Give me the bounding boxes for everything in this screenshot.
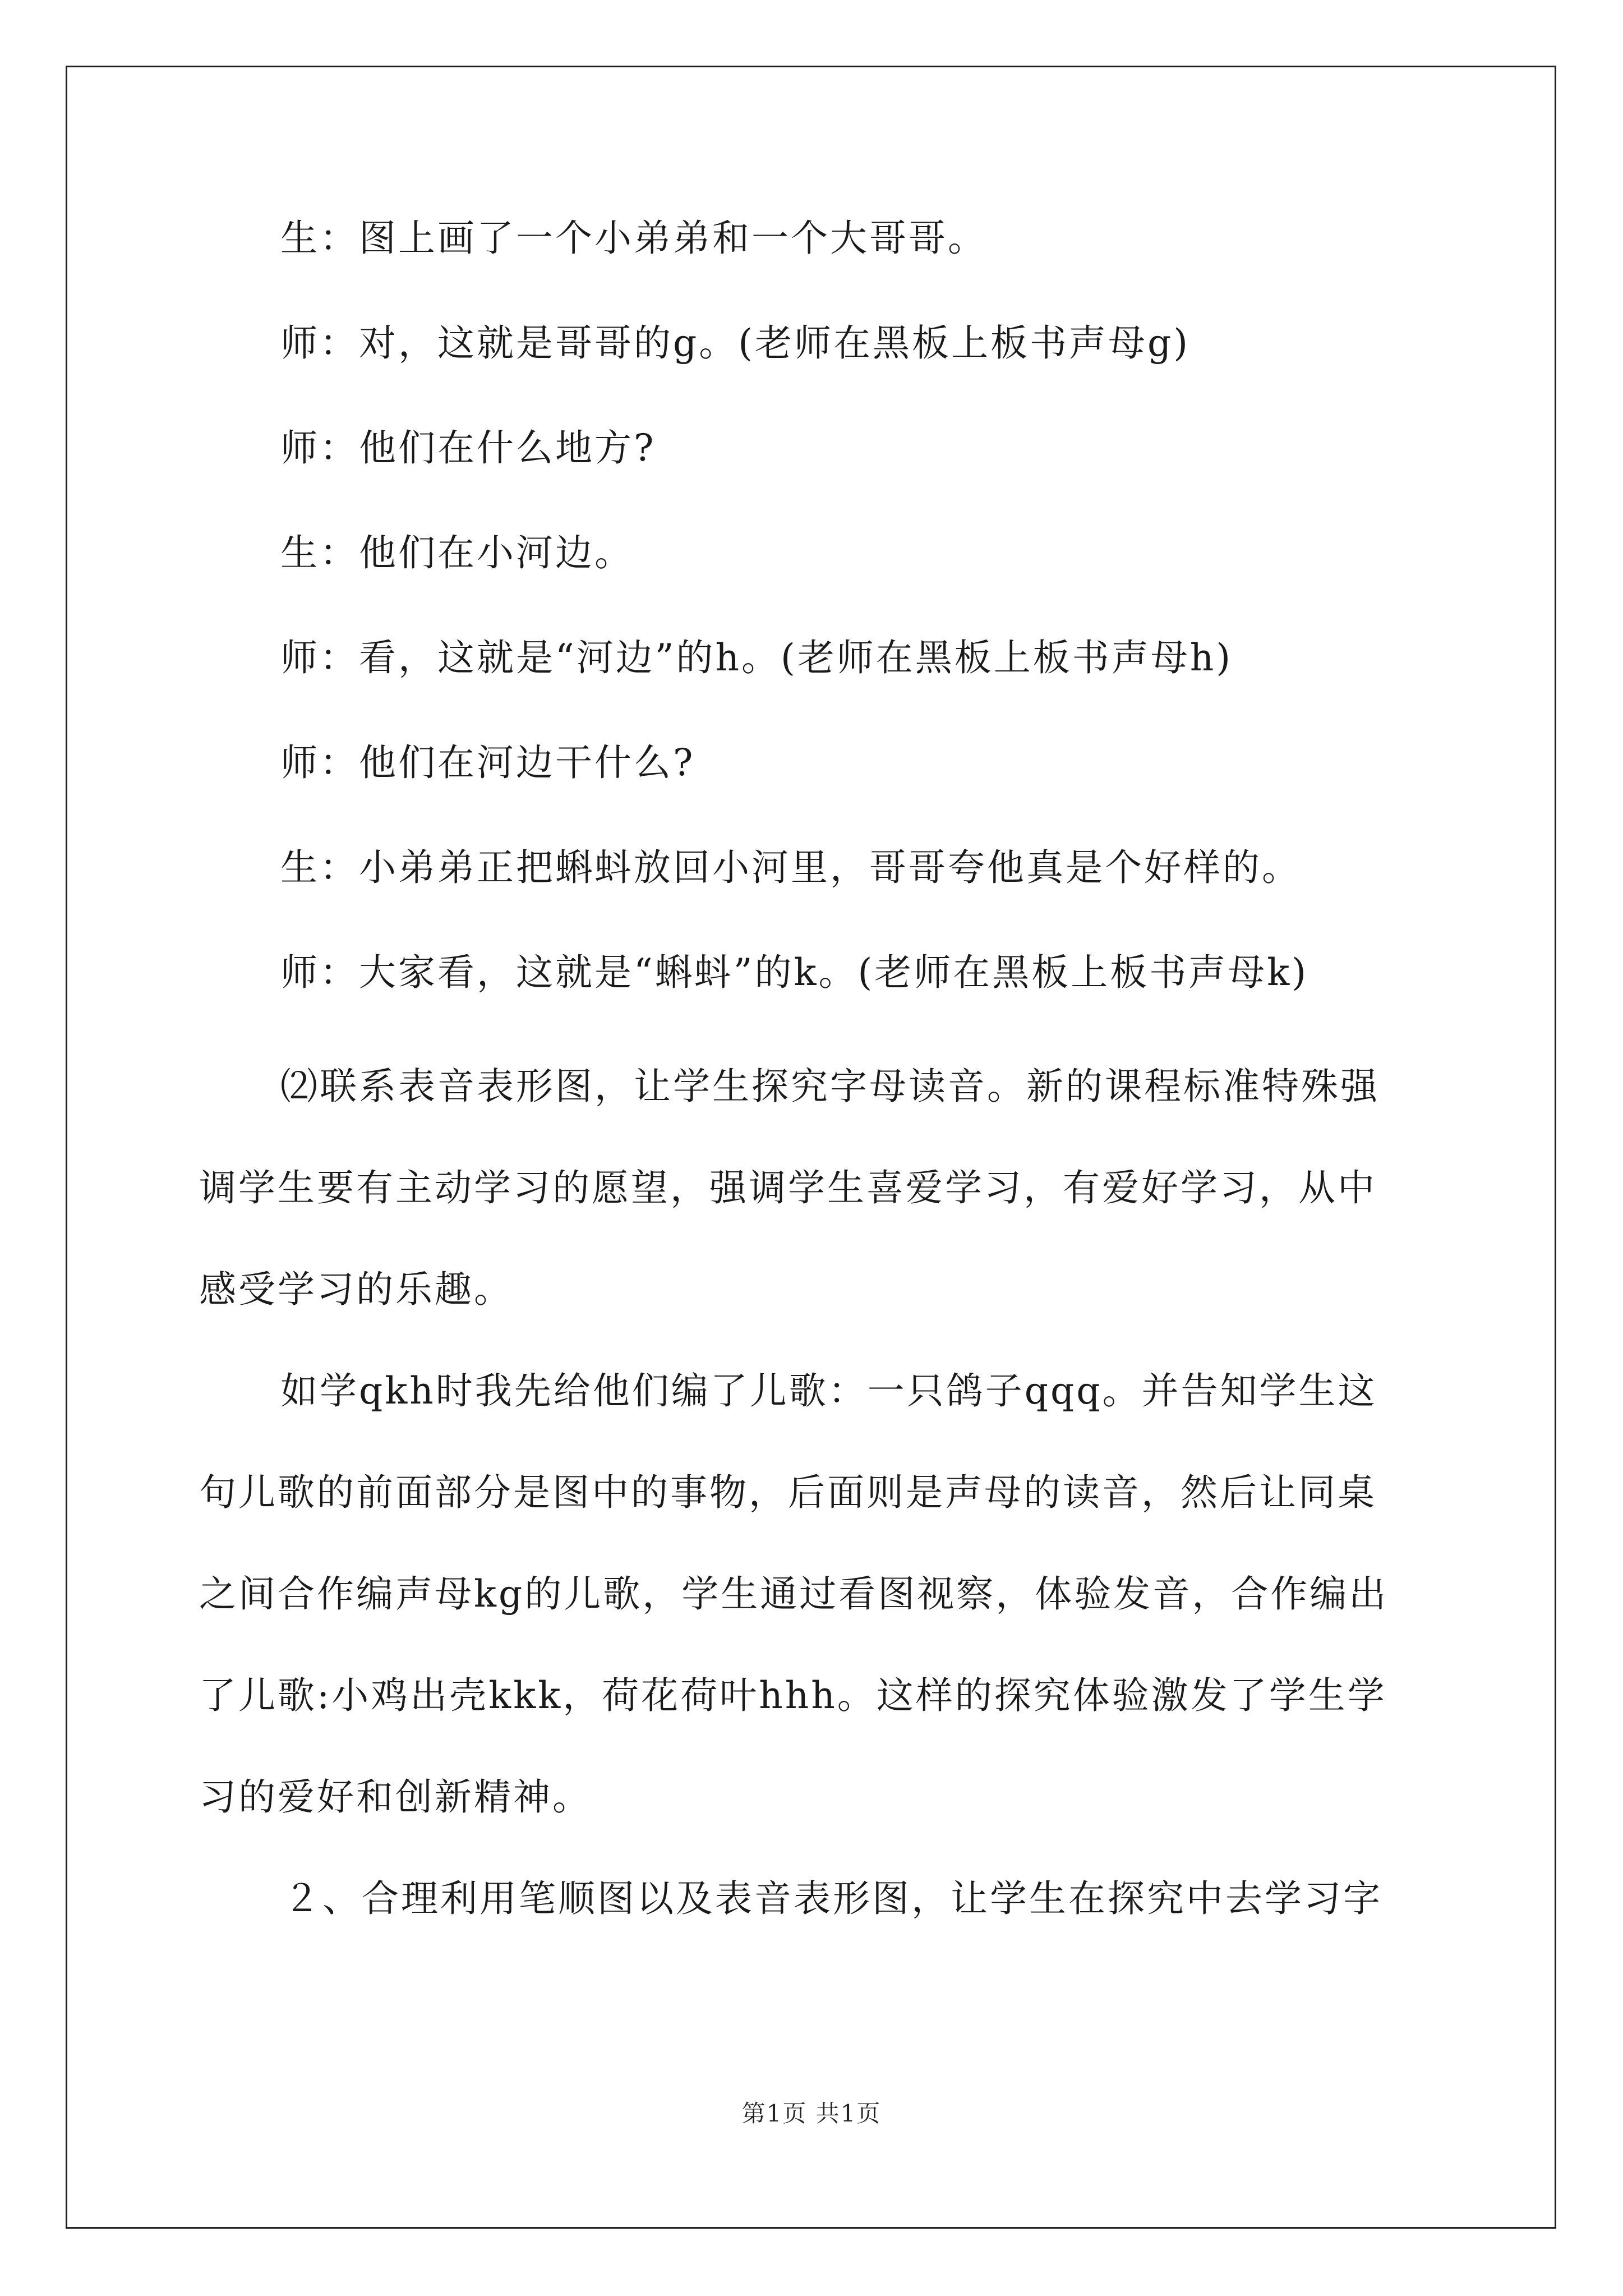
page-footer: 第1页 共1页 xyxy=(741,2100,882,2127)
paragraph-line: 了儿歌:小鸡出壳kkk，荷花荷叶hhh。这样的探究体验激发了学生学 xyxy=(199,1674,1387,1717)
paragraph-line: 如学qkh时我先给他们编了儿歌：一只鸽子qqq。并告知学生这 xyxy=(280,1369,1377,1412)
paragraph-line: 句儿歌的前面部分是图中的事物，后面则是声母的读音，然后让同桌 xyxy=(199,1471,1377,1514)
dialogue-line: 师：他们在河边干什么? xyxy=(280,741,695,784)
paragraph-line: ⑵联系表音表形图，让学生探究字母读音。新的课程标准特殊强 xyxy=(280,1065,1380,1108)
dialogue-line: 生：小弟弟正把蝌蚪放回小河里，哥哥夸他真是个好样的。 xyxy=(280,846,1301,889)
dialogue-line: 生：他们在小河边。 xyxy=(280,531,634,574)
dialogue-line: 师：大家看，这就是“蝌蚪”的k。(老师在黑板上板书声母k) xyxy=(280,951,1308,994)
dialogue-line: 师：他们在什么地方? xyxy=(280,426,656,470)
paragraph-line: 调学生要有主动学习的愿望，强调学生喜爱学习，有爱好学习，从中 xyxy=(199,1166,1377,1209)
dialogue-line: 师：看，这就是“河边”的h。(老师在黑板上板书声母h) xyxy=(280,636,1233,679)
paragraph-line: 感受学习的乐趣。 xyxy=(199,1268,513,1311)
dialogue-line: 师：对，这就是哥哥的g。(老师在黑板上板书声母g) xyxy=(280,321,1190,365)
paragraph-explore-sounds xyxy=(199,1036,1427,1340)
document-body xyxy=(199,213,1427,1949)
paragraph-line: 习的爱好和创新精神。 xyxy=(199,1775,592,1819)
dialogue-line: 生：图上画了一个小弟弟和一个大哥哥。 xyxy=(280,217,987,260)
paragraph-line: 之间合作编声母kg的儿歌，学生通过看图视察，体验发音，合作编出 xyxy=(199,1572,1389,1616)
section-heading: ２、合理利用笔顺图以及表音表形图，让学生在探究中去学习字 xyxy=(283,1877,1382,1920)
paragraph-rhyme-example xyxy=(199,1340,1427,1848)
